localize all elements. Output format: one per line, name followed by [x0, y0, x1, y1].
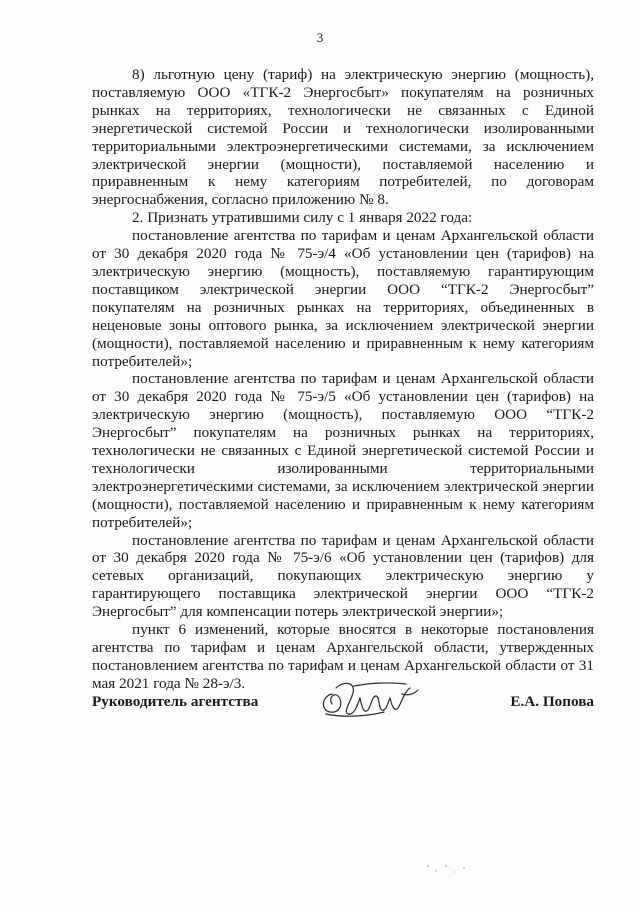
paragraph-clause-6: пункт 6 изменений, которые вносятся в некоторые постановления агентства по тарифам и ценам Архангельской области, утвержденных постановлением агентства по тарифам и ценам Архангельской области от 31 мая 2021 года № 28-э/3. — [92, 621, 594, 692]
paragraph-item-8: 8) льготную цену (тариф) на электрическую энергию (мощность), поставляемую ООО «ТГК-2 Энергосбыт» покупателям на розничных рынках на территориях, технологически не связанных с Единой энергетической системой России и технологически изолированными территориальными электроэнергетическими системами, за исключением электрической энергии (мощности), поставляемой населению и приравненным к нему категориям потребителей, по договорам энергоснабжения, согласно приложению № 8. — [92, 66, 594, 209]
document-body — [92, 66, 594, 693]
paragraph-resolution-75-e-6: постановление агентства по тарифам и ценам Архангельской области от 30 декабря 2020 года № 75-э/6 «Об установлении цен (тарифов) для сетевых организаций, покупающих электрическую энергию у гарантирующего поставщика электрической энергии ООО “ТГК-2 Энергосбыт” для компенсации потерь электрической энергии»; — [92, 531, 594, 621]
signer-name: Е.А. Попова — [510, 693, 594, 710]
paragraph-resolution-75-e-5: постановление агентства по тарифам и ценам Архангельской области от 30 декабря 2020 года № 75-э/5 «Об установлении цен (тарифов) на электрическую энергию (мощность), поставляемую ООО “ТГК-2 Энергосбыт” покупателям на розничных рынках на территориях, технологически не связанных с Единой энергетической системой России и технологически изолированными территориальными электроэнергетическими системами, за исключением электрической энергии (мощности), поставляемой населению и приравненным к нему категориям потребителей»; — [92, 370, 594, 531]
handwritten-signature — [314, 674, 426, 724]
signer-title: Руководитель агентства — [92, 693, 259, 710]
paragraph-resolution-75-e-4: постановление агентства по тарифам и ценам Архангельской области от 30 декабря 2020 года № 75-э/4 «Об установлении цен (тарифов) на электрическую энергию (мощность), поставляемую гарантирующим поставщиком электрической энергии ООО “ТГК-2 Энергосбыт” покупателям на розничных рынках на территориях, объединенных в неценовые зоны оптового рынка, за исключением электрической энергии (мощности), поставляемой населению и приравненным к нему категориям потребителей»; — [92, 227, 594, 370]
paragraph-section-2: 2. Признать утратившими силу с 1 января 2022 года: — [132, 209, 473, 227]
page-number: 3 — [316, 30, 324, 45]
signature-block — [92, 674, 594, 724]
scan-specks — [420, 860, 480, 880]
